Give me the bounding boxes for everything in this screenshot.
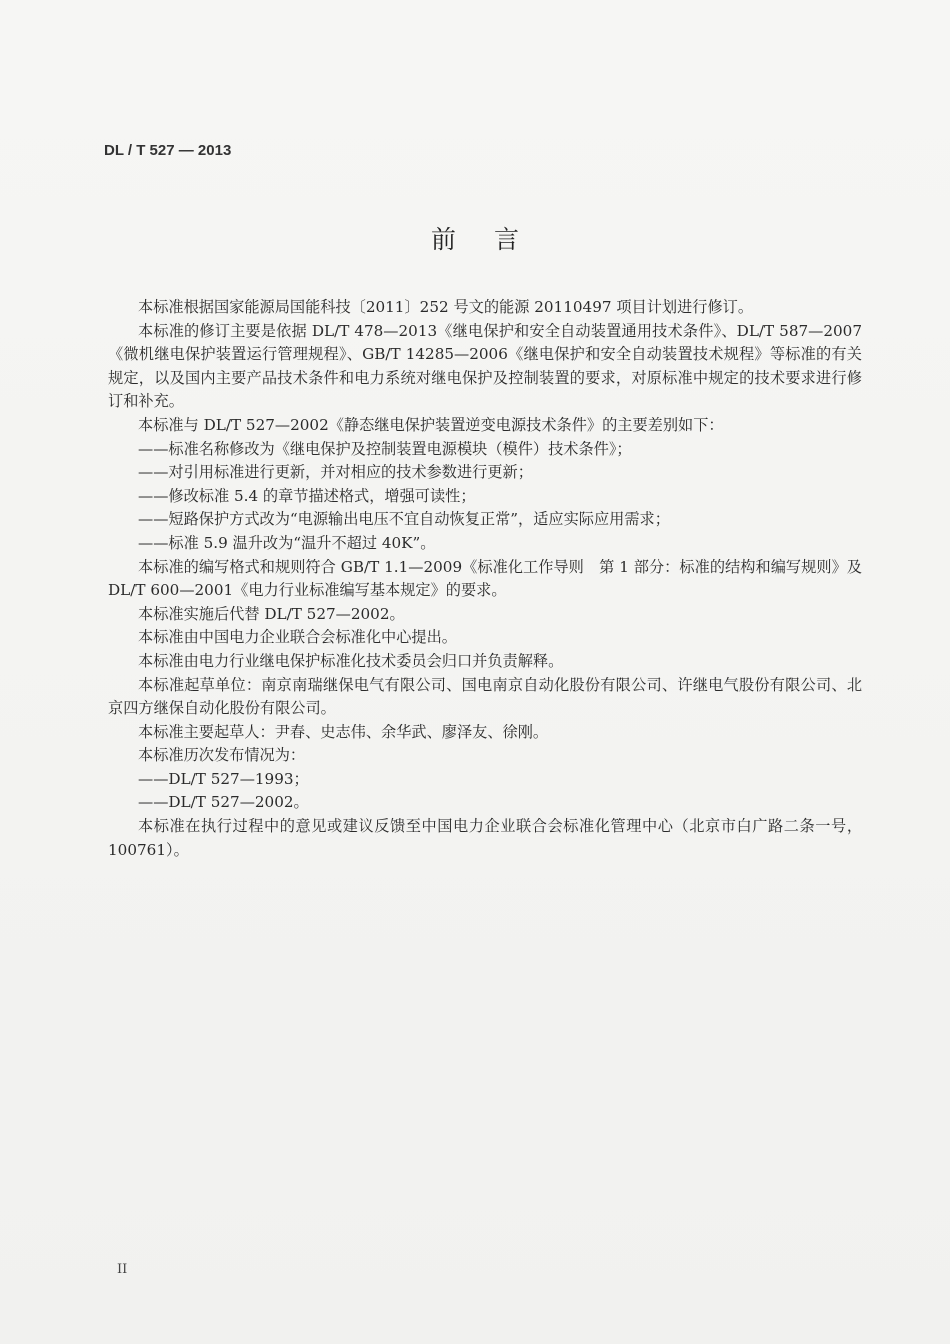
paragraph-drafters: 本标准主要起草人：尹春、史志伟、余华武、廖泽友、徐刚。 bbox=[138, 722, 549, 741]
history-item-1: ——DL/T 527—1993； bbox=[138, 769, 309, 788]
history-item-2: ——DL/T 527—2002。 bbox=[138, 793, 309, 812]
difference-item-4: ——短路保护方式改为“电源输出电压不宜自动恢复正常”，适应实际应用需求； bbox=[138, 510, 670, 529]
paragraph-3: 本标准与 DL/T 527—2002《静态继电保护装置逆变电源技术条件》的主要差别如下： bbox=[138, 415, 724, 434]
page-number: II bbox=[117, 1262, 128, 1277]
paragraph-2: 本标准的修订主要是依据 DL/T 478—2013《继电保护和安全自动装置通用技术条件》、DL/T 587—2007《微机继电保护装置运行管理规程》、GB/T 14285—2006《继电保护和安全自动装置技术规程》等标准的有关规定，以及国内主要产品技术条件和电力系统对继电保护及控制装置的要求，对原标准中规定的技术要求进行修订和补充。 bbox=[108, 321, 862, 411]
foreword-body bbox=[108, 296, 862, 862]
paragraph-format: 本标准的编写格式和规则符合 GB/T 1.1—2009《标准化工作导则 第 1 部分：标准的结构和编写规则》及 DL/T 600—2001《电力行业标准编写基本规定》的要求。 bbox=[108, 557, 862, 600]
paragraph-feedback: 本标准在执行过程中的意见或建议反馈至中国电力企业联合会标准化管理中心（北京市白广路二条一号，100761）。 bbox=[108, 817, 862, 859]
paragraph-proposer: 本标准由中国电力企业联合会标准化中心提出。 bbox=[138, 628, 457, 647]
difference-item-1: ——标准名称修改为《继电保护及控制装置电源模块（模件）技术条件》； bbox=[138, 439, 632, 458]
document-id: DL / T 527 — 2013 bbox=[104, 142, 232, 159]
difference-item-5: ——标准 5.9 温升改为“温升不超过 40K”。 bbox=[138, 533, 436, 552]
difference-item-2: ——对引用标准进行更新，并对相应的技术参数进行更新； bbox=[138, 463, 533, 482]
page-title: 前言 bbox=[430, 225, 557, 254]
paragraph-committee: 本标准由电力行业继电保护标准化技术委员会归口并负责解释。 bbox=[138, 651, 564, 670]
paragraph-1: 本标准根据国家能源局国能科技〔2011〕252 号文的能源 20110497 项目计划进行修订。 bbox=[138, 298, 754, 316]
paragraph-replace: 本标准实施后代替 DL/T 527—2002。 bbox=[138, 604, 405, 623]
paragraph-drafting-units: 本标准起草单位：南京南瑞继保电气有限公司、国电南京自动化股份有限公司、许继电气股份有限公司、北京四方继保自动化股份有限公司。 bbox=[108, 675, 862, 718]
difference-item-3: ——修改标准 5.4 的章节描述格式，增强可读性； bbox=[138, 486, 476, 505]
paragraph-history: 本标准历次发布情况为： bbox=[138, 746, 306, 765]
